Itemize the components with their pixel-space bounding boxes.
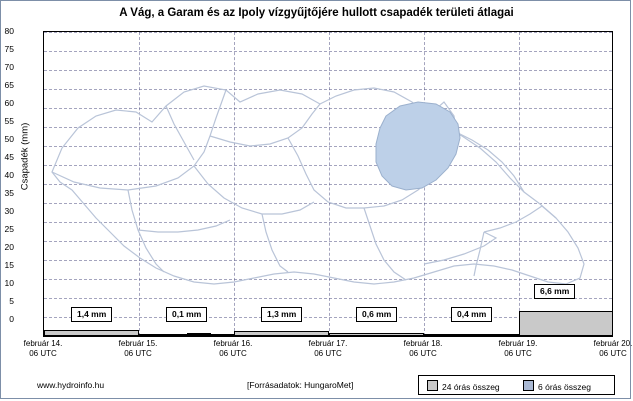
y-tick-label: 50 [4,134,14,144]
legend-swatch-6h [523,380,534,391]
data-label-24h: 1,4 mm [71,307,112,322]
x-tick-label [0,339,88,359]
x-tick-label [568,339,633,359]
y-tick-label: 15 [4,260,14,270]
x-tick-date: február 20. [593,339,633,348]
x-tick-date: február 16. [213,339,253,348]
y-tick-label: 20 [4,242,14,252]
y-tick-label: 10 [4,278,14,288]
y-tick-label: 75 [4,44,14,54]
legend-item-24h[interactable] [427,380,500,392]
y-tick-label: 5 [9,296,14,306]
legend-swatch-24h [427,380,438,391]
bar-24h [139,334,234,336]
bar-24h [424,334,519,336]
y-axis-label: Csapadék (mm) [19,122,31,191]
x-tick-time: 06 UTC [599,349,627,358]
bar-24h [44,330,139,336]
y-tick-label: 35 [4,188,14,198]
data-label-24h: 0,1 mm [166,307,207,322]
x-tick-time: 06 UTC [314,349,342,358]
x-tick-time: 06 UTC [409,349,437,358]
x-tick-date: február 17. [308,339,348,348]
y-tick-label: 40 [4,170,14,180]
x-tick-label [283,339,373,359]
chart-footer [1,375,632,400]
bar-24h [234,331,329,336]
y-tick-label: 70 [4,62,14,72]
data-label-24h: 0,6 mm [356,307,397,322]
x-tick-label [93,339,183,359]
x-tick-date: február 18. [403,339,443,348]
x-tick-date: február 19. [498,339,538,348]
data-label-24h: 0,4 mm [451,307,492,322]
x-tick-date: február 14. [23,339,63,348]
data-label-24h: 1,3 mm [261,307,302,322]
x-tick-label [473,339,563,359]
plot-area [43,31,613,337]
x-tick-time: 06 UTC [29,349,57,358]
y-tick-label: 30 [4,206,14,216]
legend-label-6h: 6 órás összeg [538,382,591,392]
x-tick-time: 06 UTC [219,349,247,358]
chart-legend [418,375,615,395]
y-tick-label: 65 [4,80,14,90]
y-tick-label: 0 [9,314,14,324]
y-tick-label: 80 [4,26,14,36]
x-tick-label [188,339,278,359]
y-tick-label: 55 [4,116,14,126]
bar-24h [329,333,424,336]
bar-24h [519,311,613,336]
y-tick-label: 45 [4,152,14,162]
source-note: [Forrásadatok: HungaroMet] [247,380,354,390]
legend-label-24h: 24 órás összeg [442,382,500,392]
y-tick-label: 60 [4,98,14,108]
legend-item-6h[interactable] [523,380,591,392]
chart-title: A Vág, a Garam és az Ipoly vízgyűjtőjére hullott csapadék területi átlagai [119,7,514,19]
x-tick-date: február 15. [118,339,158,348]
data-label-24h: 6,6 mm [534,284,575,299]
website-link[interactable]: www.hydroinfo.hu [37,380,105,390]
x-tick-time: 06 UTC [124,349,152,358]
x-tick-time: 06 UTC [504,349,532,358]
y-tick-label: 25 [4,224,14,234]
x-tick-label [378,339,468,359]
